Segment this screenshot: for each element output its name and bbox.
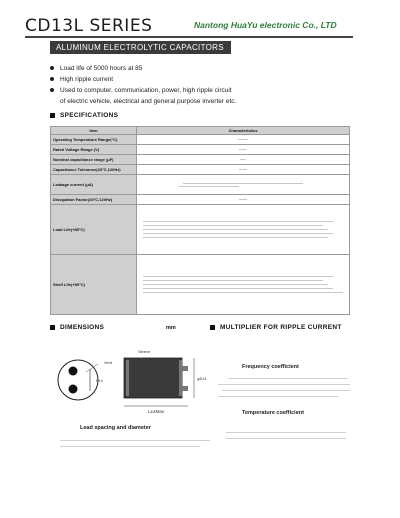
series-title: CD13L SERIES [25,16,153,36]
table-row [51,175,350,195]
unit-label: mm [166,325,176,331]
square-icon [50,113,55,118]
square-icon [50,325,55,330]
feature-item-continued: of electric vehicle, electrical and general purpose inverter etc. [60,98,237,105]
feature-text: High ripple current [60,76,114,83]
specifications-heading-text: SPECIFICATIONS [60,112,119,119]
row-value [137,255,350,315]
row-label: Load Life(+85°C) [51,205,137,255]
d-label: φD±1 [197,376,207,381]
bullet-icon [50,66,54,70]
company-name: Nantong HuaYu electronic Co., LTD [194,20,337,30]
sleeve-label: Sleeve [138,349,151,354]
row-label: Leakage current (μA) [51,175,137,195]
dimensions-heading-text: DIMENSIONS [60,324,105,331]
row-value [137,175,350,195]
row-label: Operating Temperature Range(°C) [51,135,137,145]
bullet-icon [50,88,54,92]
table-row [51,135,350,145]
feature-item [50,76,113,83]
table-row [51,165,350,175]
table-row [51,255,350,315]
row-value [137,205,350,255]
row-label: Shelf Life(+85°C) [51,255,137,315]
table-row [51,145,350,155]
multiplier-heading-text: MULTIPLIER FOR RIPPLE CURRENT [220,324,342,331]
dimensions-heading [50,324,104,331]
frequency-table-placeholder [218,396,338,397]
l-label: L±2Max [148,409,164,414]
table-row [51,205,350,255]
row-label: Rated Voltage Range (V) [51,145,137,155]
p-label: P±1 [96,378,104,383]
header-divider [25,36,353,38]
row-label: Dissipation Factor(20°C,120Hz) [51,195,137,205]
bullet-icon [50,77,54,81]
column-header-item: Item [51,127,137,135]
row-value [137,165,350,175]
table-row [51,195,350,205]
row-value [137,155,350,165]
category-bar: ALUMINUM ELECTROLYTIC CAPACITORS [50,41,231,54]
row-value [137,195,350,205]
row-label: Nominal capacitance range (μF) [51,155,137,165]
dimension-drawing [48,342,220,422]
frequency-coefficient-title: Frequency coefficient [242,364,299,370]
row-label: Capacitance Tolerance(20°C,120Hz) [51,165,137,175]
frequency-table-placeholder [222,390,350,391]
feature-text: Load life of 5000 hours at 85 [60,65,143,72]
specifications-table [50,126,350,315]
temperature-coefficient-title: Temperature coefficient [242,410,304,416]
feature-item [50,87,232,94]
temperature-table-placeholder [226,438,346,439]
lead-table-placeholder [60,446,200,447]
lead-table-placeholder [60,440,210,441]
vent-label: Vent [104,360,113,365]
frequency-table-placeholder [228,378,348,379]
multiplier-heading [210,324,342,331]
feature-text: Used to computer, communication, power, high ripple circuit [60,87,232,94]
capacitor-side-view [124,358,188,398]
square-icon [210,325,215,330]
column-header-characteristics: Characteristics [137,127,350,135]
table-header-row [51,127,350,135]
temperature-table-placeholder [226,432,346,433]
lead-spacing-title: Lead spacing and diameter [80,425,151,431]
row-value [137,145,350,155]
feature-item [50,65,142,72]
capacitor-top-view [58,360,98,400]
frequency-table-placeholder [218,384,350,385]
table-row [51,155,350,165]
specifications-heading [50,112,118,119]
row-value [137,135,350,145]
